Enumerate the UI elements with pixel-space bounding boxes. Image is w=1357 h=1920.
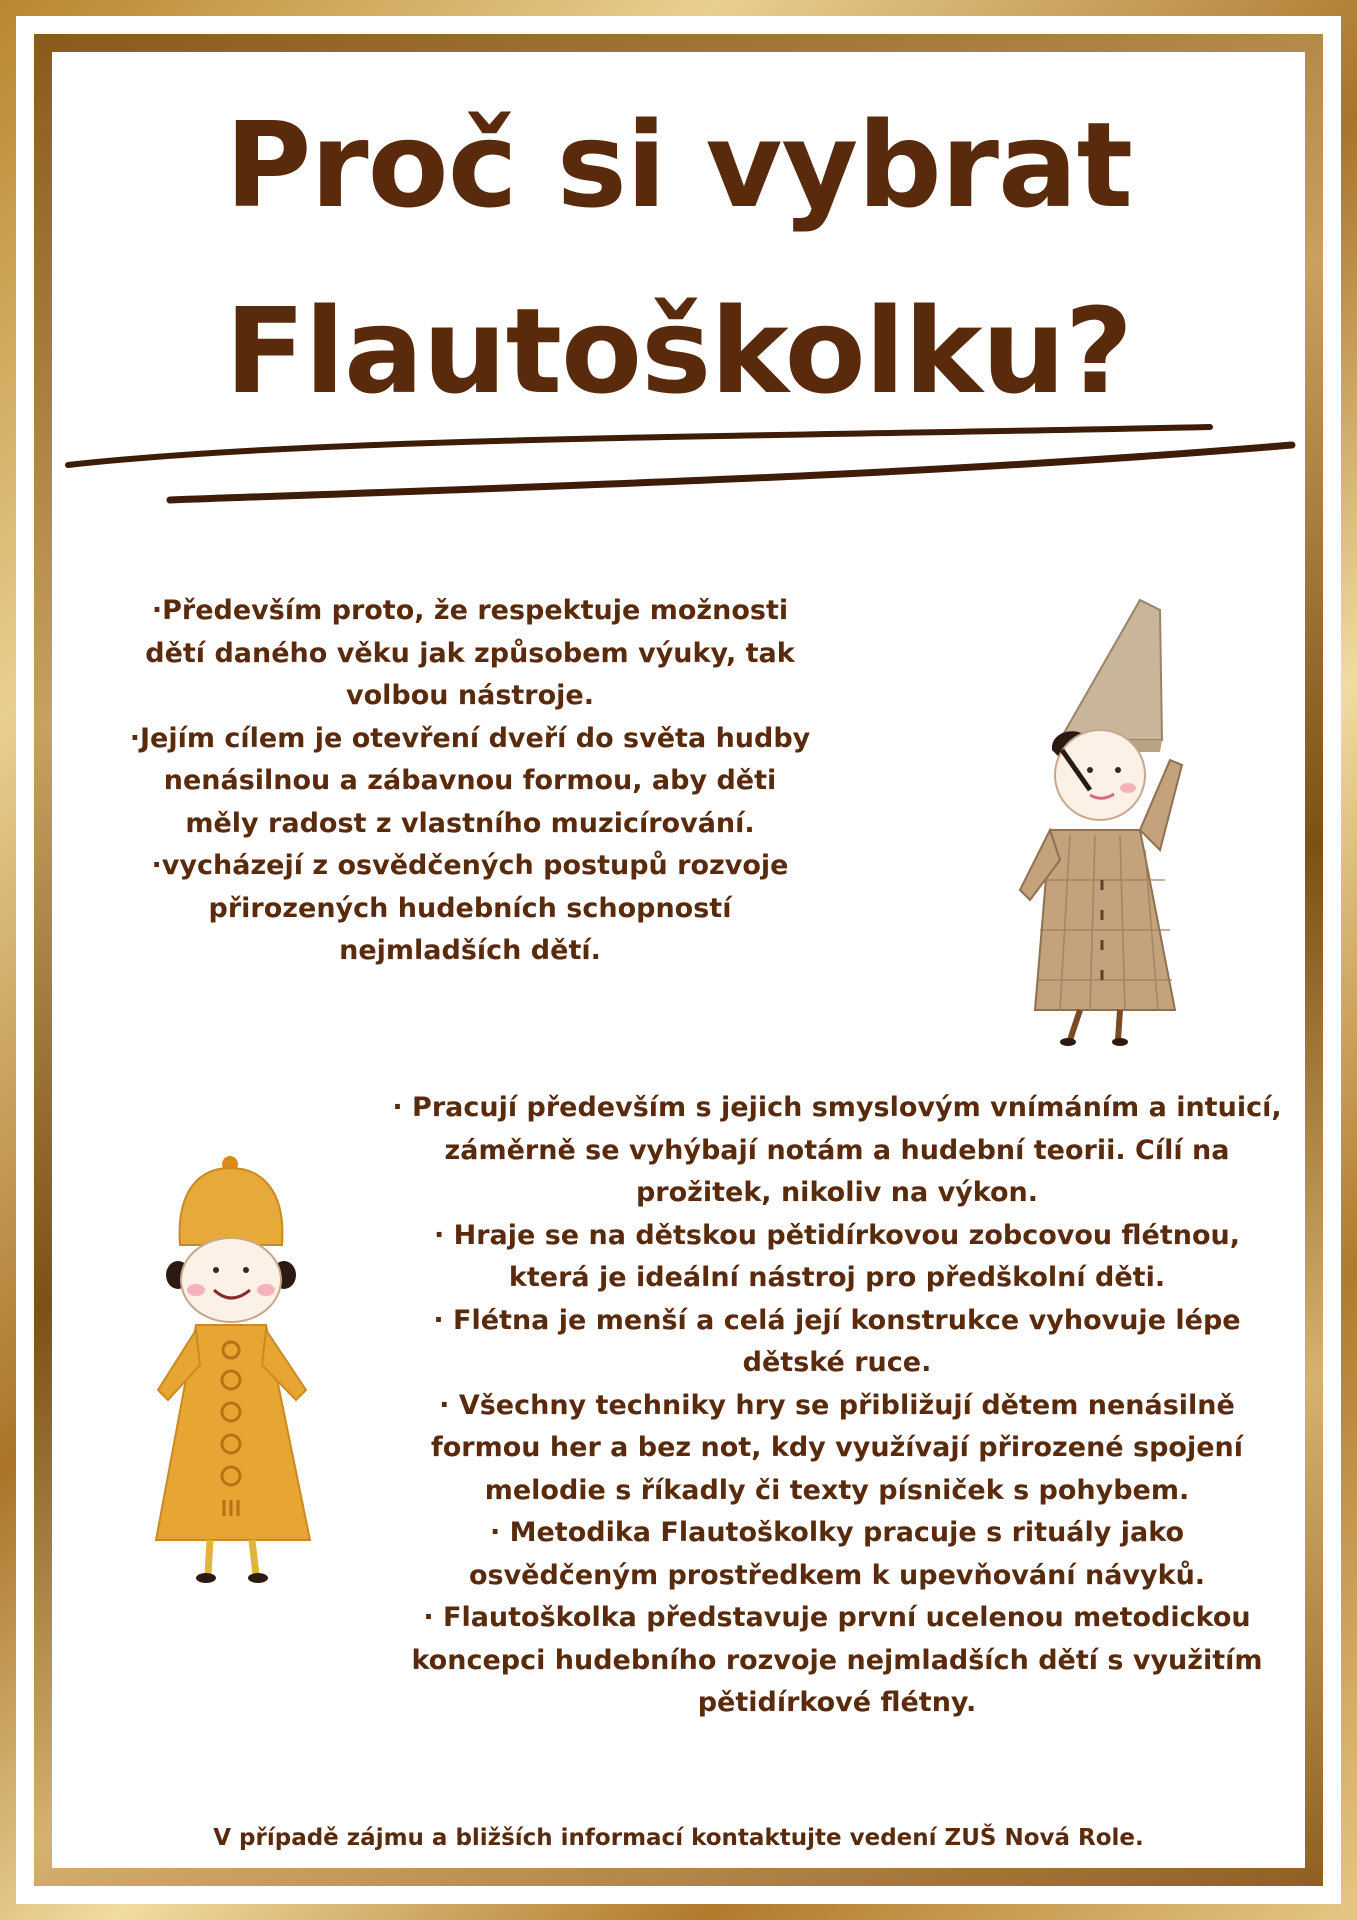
details-line: prožitek, nikoliv na výkon. [635, 1177, 1039, 1208]
intro-line: dětí daného věku jak způsobem výuky, tak [145, 637, 795, 669]
boy-in-yellow-coat-icon [138, 1150, 328, 1590]
details-line: · Pracují především s jejich smyslovým vnímáním a intuicí, [392, 1092, 1282, 1123]
intro-line: nejmladších dětí. [339, 935, 601, 966]
details-line: koncepci hudebního rozvoje nejmladších dětí s využitím [411, 1644, 1263, 1676]
boy-in-tall-hat-with-flute-icon [990, 590, 1190, 1050]
intro-line: volbou nástroje. [345, 680, 594, 711]
intro-line: ·vycházejí z osvědčených postupů rozvoje [151, 850, 789, 881]
details-line: pětidírkové flétny. [697, 1687, 977, 1718]
intro-line: ·Především proto, že respektuje možnosti [151, 595, 789, 626]
details-text-block [362, 1087, 1312, 1725]
intro-line: přirozených hudebních schopností [208, 892, 732, 924]
decorative-underline-swash [60, 415, 1300, 515]
details-line: · Všechny techniky hry se přibližují dětem nenásilně [439, 1389, 1235, 1421]
intro-text-block [120, 590, 820, 973]
details-line: melodie s říkadly či texty písniček s pohybem. [484, 1474, 1190, 1506]
details-line: · Hraje se na dětskou pětidírkovou zobcovou flétnou, [433, 1219, 1241, 1251]
details-line: osvědčeným prostředkem k upevňování návyků. [468, 1559, 1206, 1591]
details-line: formou her a bez not, kdy využívají přirozené spojení [431, 1432, 1243, 1463]
page-title [52, 72, 1305, 444]
intro-line: ·Jejím cílem je otevření dveří do světa hudby [129, 722, 811, 754]
details-line: dětské ruce. [742, 1347, 932, 1378]
details-line: záměrně se vyhýbají notám a hudební teorii. Cílí na [444, 1134, 1230, 1166]
details-line: · Flautoškolka představuje první ucelenou metodickou [423, 1602, 1251, 1633]
details-line: · Flétna je menší a celá její konstrukce vyhovuje lépe [433, 1304, 1241, 1336]
title-line-2: Flautoškolku? [224, 282, 1133, 420]
contact-footer: V případě zájmu a bližších informací kontaktujte vedení ZUŠ Nová Role. [213, 1825, 1144, 1851]
details-line: která je ideální nástroj pro předškolní děti. [508, 1262, 1166, 1293]
intro-line: nenásilnou a zábavnou formou, aby děti [163, 765, 777, 796]
title-line-1: Proč si vybrat [224, 96, 1133, 234]
details-line: · Metodika Flautoškolky pracuje s rituály jako [489, 1517, 1185, 1548]
intro-line: měly radost z vlastního muzicírování. [185, 807, 755, 839]
